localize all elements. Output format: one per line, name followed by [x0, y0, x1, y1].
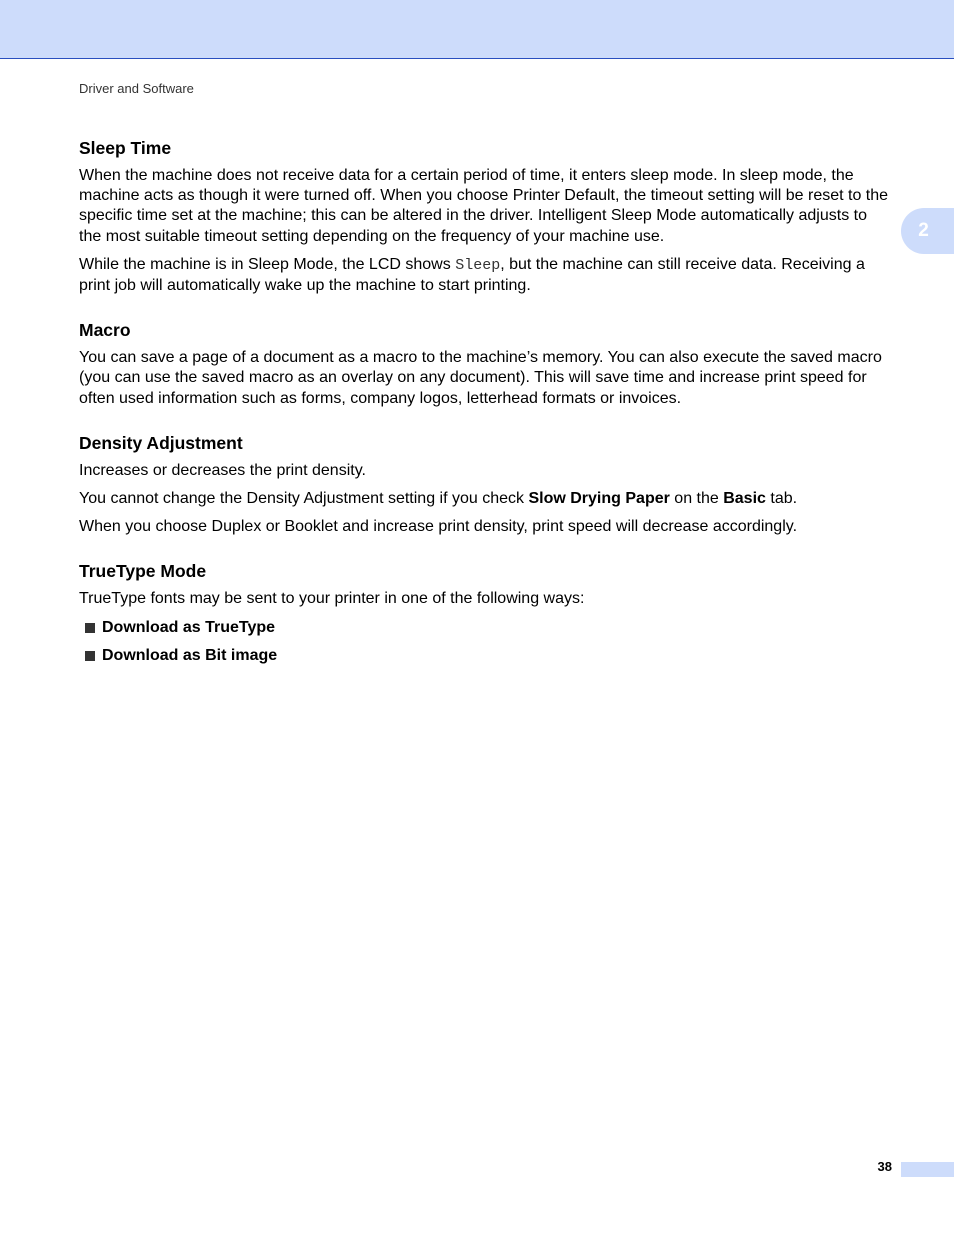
- paragraph: Increases or decreases the print density.: [79, 461, 366, 479]
- section-heading-density-adjustment: Density Adjustment: [79, 432, 243, 453]
- section-sleep-time: [79, 136, 891, 296]
- running-header: Driver and Software: [79, 81, 194, 96]
- paragraph: [79, 489, 891, 509]
- section-density-adjustment: [79, 431, 891, 538]
- list-item: [79, 646, 891, 666]
- paragraph: You can save a page of a document as a macro to the machine’s memory. You can also execute the saved macro (you can use the saved macro as an overlay on any document). This will save time and increase print speed for often used information such as forms, company logos, letterhead formats or invoices.: [79, 349, 882, 407]
- paragraph: TrueType fonts may be sent to your printer in one of the following ways:: [79, 590, 585, 608]
- paragraph: [79, 255, 891, 296]
- tab-name: Basic: [723, 490, 766, 508]
- page-content: [79, 136, 891, 674]
- option-label: Download as TrueType: [102, 618, 276, 636]
- section-macro: [79, 318, 891, 409]
- text-run: on the: [669, 490, 724, 508]
- footer-bar: [901, 1162, 954, 1177]
- section-heading-sleep-time: Sleep Time: [79, 138, 172, 158]
- paragraph: When the machine does not receive data for a certain period of time, it enters sleep mode. In sleep mode, the machine acts as though it were turned off. When you choose Printer Default, the timeout setting will be reset to the specific time set at the machine; this can be altered in the driver. Intelligent Sleep Mode automatically adjusts to the most suitable timeout setting depending on the frequency of your machine use.: [79, 167, 889, 245]
- text-run: You cannot change the Density Adjustment setting if you check: [79, 490, 529, 508]
- text-run: , but the machine can still receive data. Receiving a print job will automatically wake up the machine to start printing.: [79, 255, 865, 295]
- header-band: [0, 0, 954, 59]
- square-bullet-icon: [85, 623, 95, 633]
- section-heading-truetype-mode: TrueType Mode: [79, 561, 207, 582]
- section-heading-macro: Macro: [79, 320, 131, 341]
- paragraph: When you choose Duplex or Booklet and increase print density, print speed will decrease accordingly.: [79, 518, 798, 536]
- text-run: tab.: [765, 490, 798, 508]
- setting-name: Slow Drying Paper: [528, 490, 670, 508]
- option-label: Download as Bit image: [102, 646, 278, 664]
- lcd-message: Sleep: [455, 256, 501, 274]
- page-number: 38: [877, 1159, 892, 1174]
- square-bullet-icon: [85, 651, 95, 661]
- section-truetype-mode: [79, 559, 891, 665]
- text-run: While the machine is in Sleep Mode, the LCD shows: [79, 255, 456, 273]
- chapter-tab: 2: [901, 208, 954, 254]
- option-list: [79, 618, 891, 666]
- list-item: [79, 618, 891, 638]
